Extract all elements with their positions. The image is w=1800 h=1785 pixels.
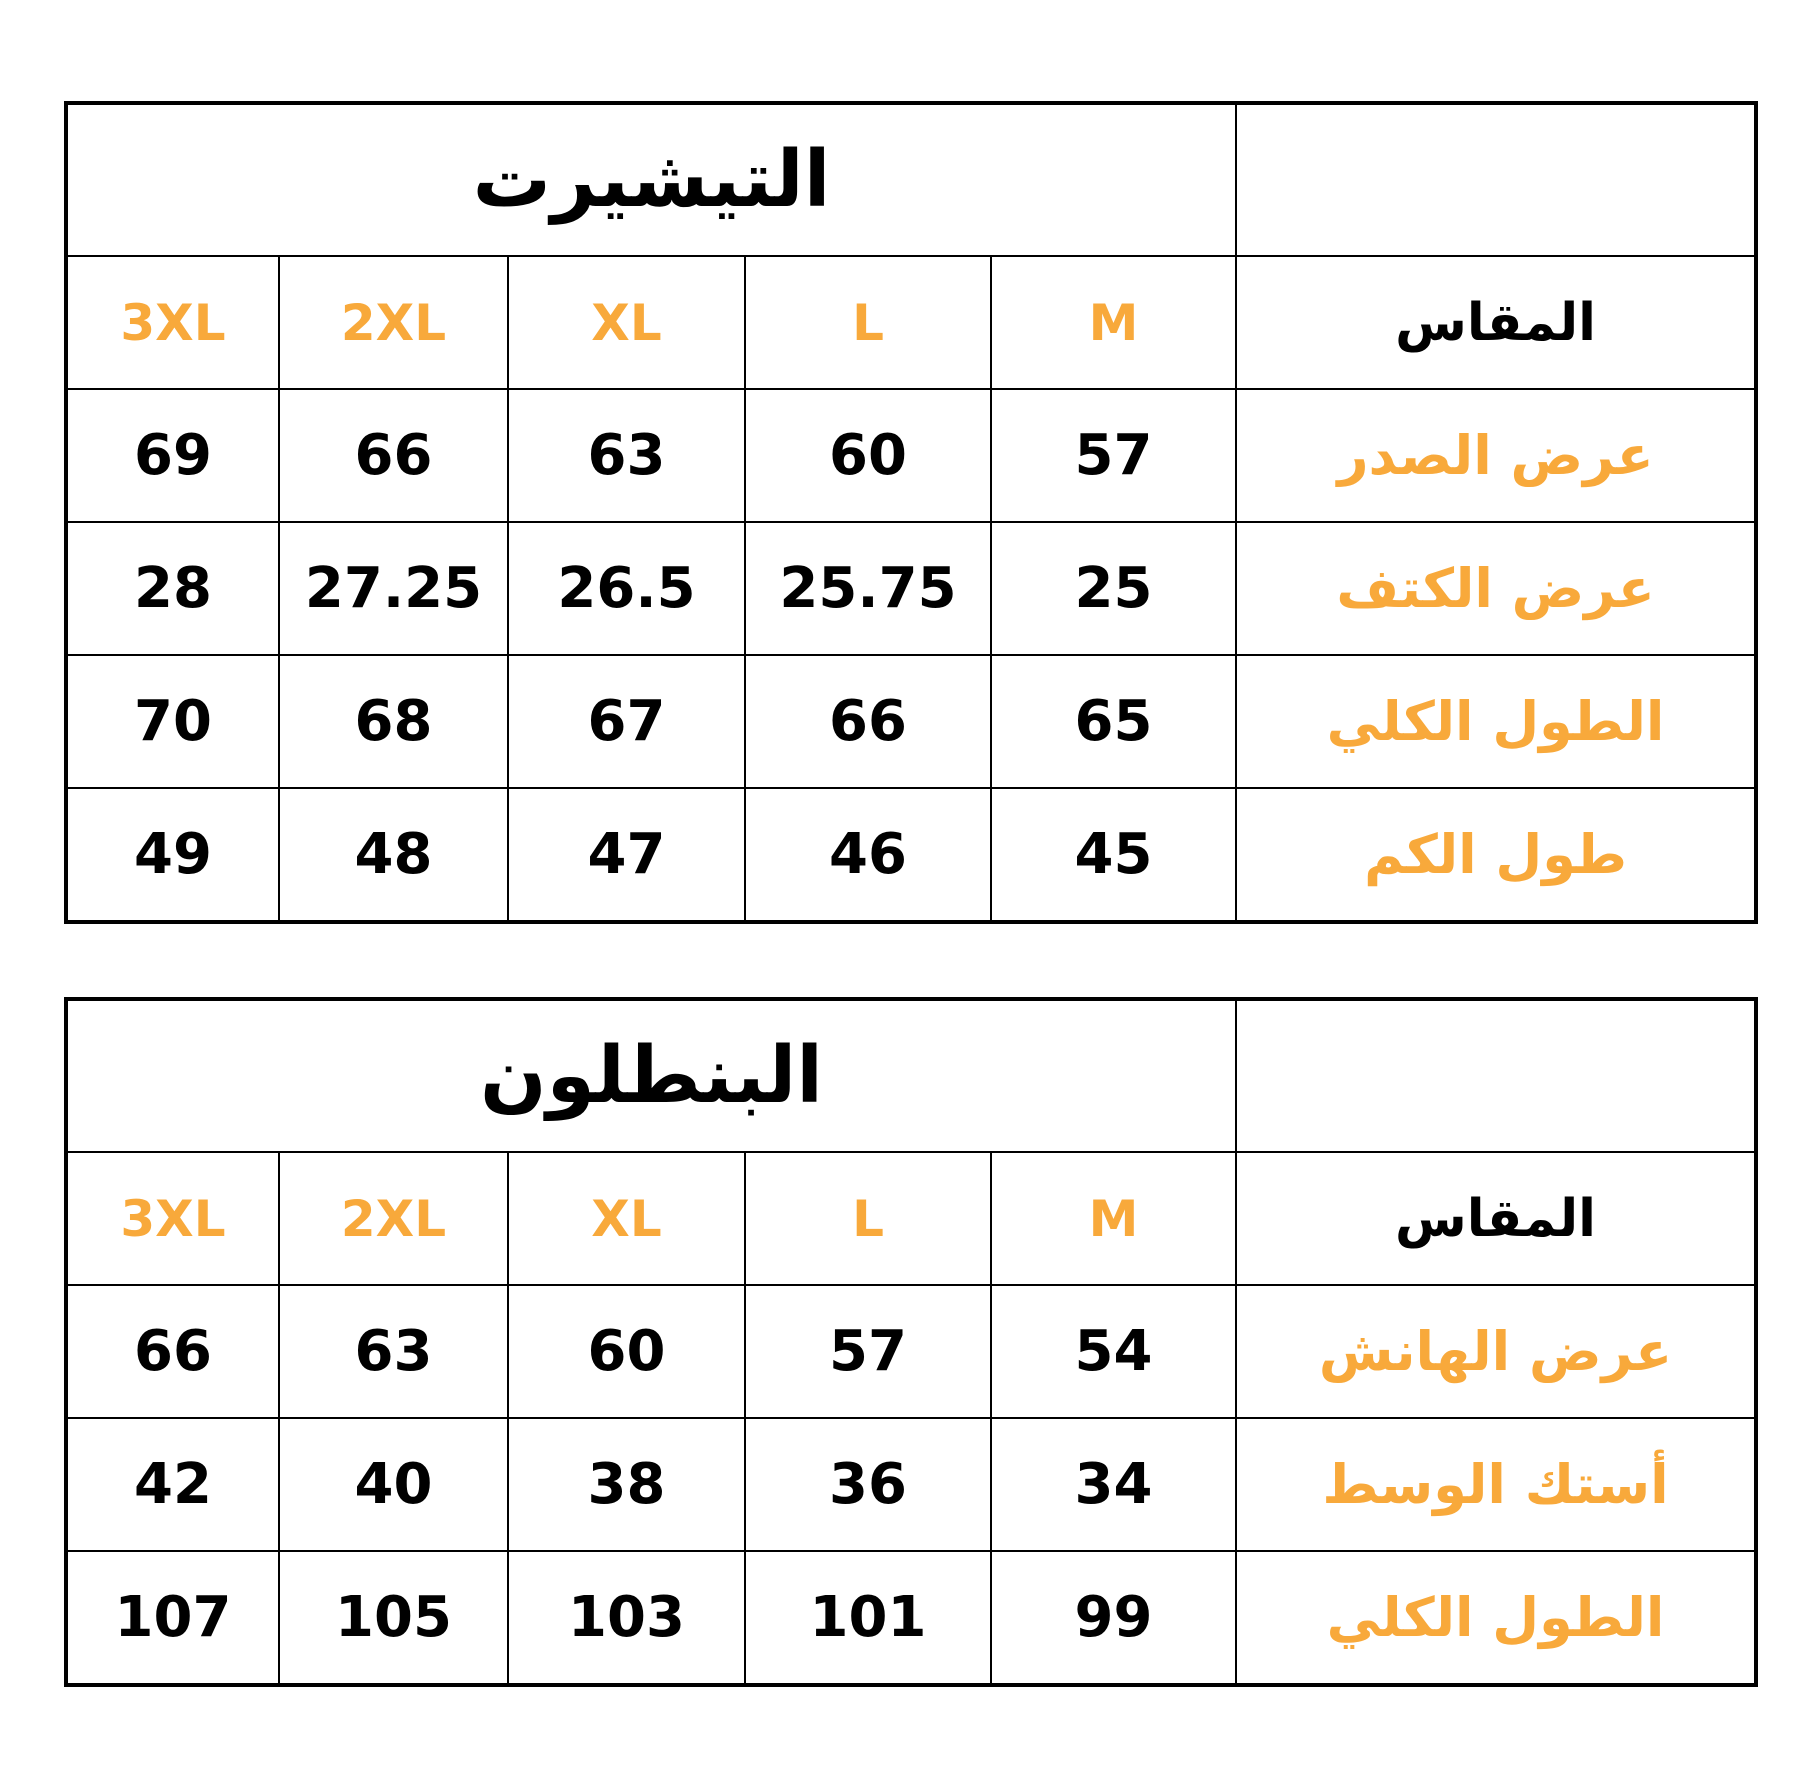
table-cell: 38 xyxy=(508,1418,745,1551)
pants-title-row xyxy=(66,999,1756,1152)
tshirt-title-row xyxy=(66,103,1756,256)
row-label: عرض الصدر xyxy=(1236,389,1756,522)
table-cell: 101 xyxy=(745,1551,991,1685)
pants-size-header-row xyxy=(66,1152,1756,1285)
row-label: الطول الكلي xyxy=(1236,655,1756,788)
table-cell: 107 xyxy=(66,1551,279,1685)
pants-corner-cell xyxy=(1236,999,1756,1152)
tshirt-size-m: M xyxy=(991,256,1236,389)
pants-title: البنطلون xyxy=(66,999,1236,1152)
table-cell: 68 xyxy=(279,655,508,788)
table-row xyxy=(66,655,1756,788)
table-cell: 28 xyxy=(66,522,279,655)
pants-size-xl: XL xyxy=(508,1152,745,1285)
tshirt-size-2xl: 2XL xyxy=(279,256,508,389)
table-cell: 57 xyxy=(745,1285,991,1418)
table-cell: 60 xyxy=(745,389,991,522)
pants-size-table xyxy=(64,997,1758,1687)
table-row xyxy=(66,1418,1756,1551)
table-cell: 69 xyxy=(66,389,279,522)
table-cell: 67 xyxy=(508,655,745,788)
tshirt-size-l: L xyxy=(745,256,991,389)
pants-size-header: المقاس xyxy=(1236,1152,1756,1285)
table-cell: 57 xyxy=(991,389,1236,522)
table-cell: 66 xyxy=(745,655,991,788)
tshirt-size-header-row xyxy=(66,256,1756,389)
tshirt-size-table xyxy=(64,101,1758,924)
pants-size-m: M xyxy=(991,1152,1236,1285)
table-cell: 70 xyxy=(66,655,279,788)
table-cell: 66 xyxy=(66,1285,279,1418)
table-cell: 54 xyxy=(991,1285,1236,1418)
pants-size-3xl: 3XL xyxy=(66,1152,279,1285)
row-label: أستك الوسط xyxy=(1236,1418,1756,1551)
row-label: عرض الكتف xyxy=(1236,522,1756,655)
table-cell: 49 xyxy=(66,788,279,922)
table-row xyxy=(66,522,1756,655)
table-cell: 63 xyxy=(279,1285,508,1418)
table-cell: 25.75 xyxy=(745,522,991,655)
row-label: عرض الهانش xyxy=(1236,1285,1756,1418)
table-row xyxy=(66,1285,1756,1418)
table-cell: 45 xyxy=(991,788,1236,922)
table-row xyxy=(66,788,1756,922)
tshirt-title: التيشيرت xyxy=(66,103,1236,256)
table-cell: 42 xyxy=(66,1418,279,1551)
pants-size-l: L xyxy=(745,1152,991,1285)
tshirt-size-header: المقاس xyxy=(1236,256,1756,389)
table-cell: 34 xyxy=(991,1418,1236,1551)
tshirt-corner-cell xyxy=(1236,103,1756,256)
pants-size-2xl: 2XL xyxy=(279,1152,508,1285)
row-label: الطول الكلي xyxy=(1236,1551,1756,1685)
table-row xyxy=(66,389,1756,522)
table-cell: 60 xyxy=(508,1285,745,1418)
table-cell: 25 xyxy=(991,522,1236,655)
table-cell: 48 xyxy=(279,788,508,922)
table-cell: 63 xyxy=(508,389,745,522)
table-cell: 26.5 xyxy=(508,522,745,655)
table-cell: 47 xyxy=(508,788,745,922)
table-row xyxy=(66,1551,1756,1685)
table-cell: 65 xyxy=(991,655,1236,788)
tshirt-size-xl: XL xyxy=(508,256,745,389)
table-cell: 46 xyxy=(745,788,991,922)
table-cell: 36 xyxy=(745,1418,991,1551)
table-cell: 105 xyxy=(279,1551,508,1685)
table-cell: 66 xyxy=(279,389,508,522)
table-cell: 103 xyxy=(508,1551,745,1685)
table-cell: 40 xyxy=(279,1418,508,1551)
table-cell: 99 xyxy=(991,1551,1236,1685)
row-label: طول الكم xyxy=(1236,788,1756,922)
table-cell: 27.25 xyxy=(279,522,508,655)
tshirt-size-3xl: 3XL xyxy=(66,256,279,389)
